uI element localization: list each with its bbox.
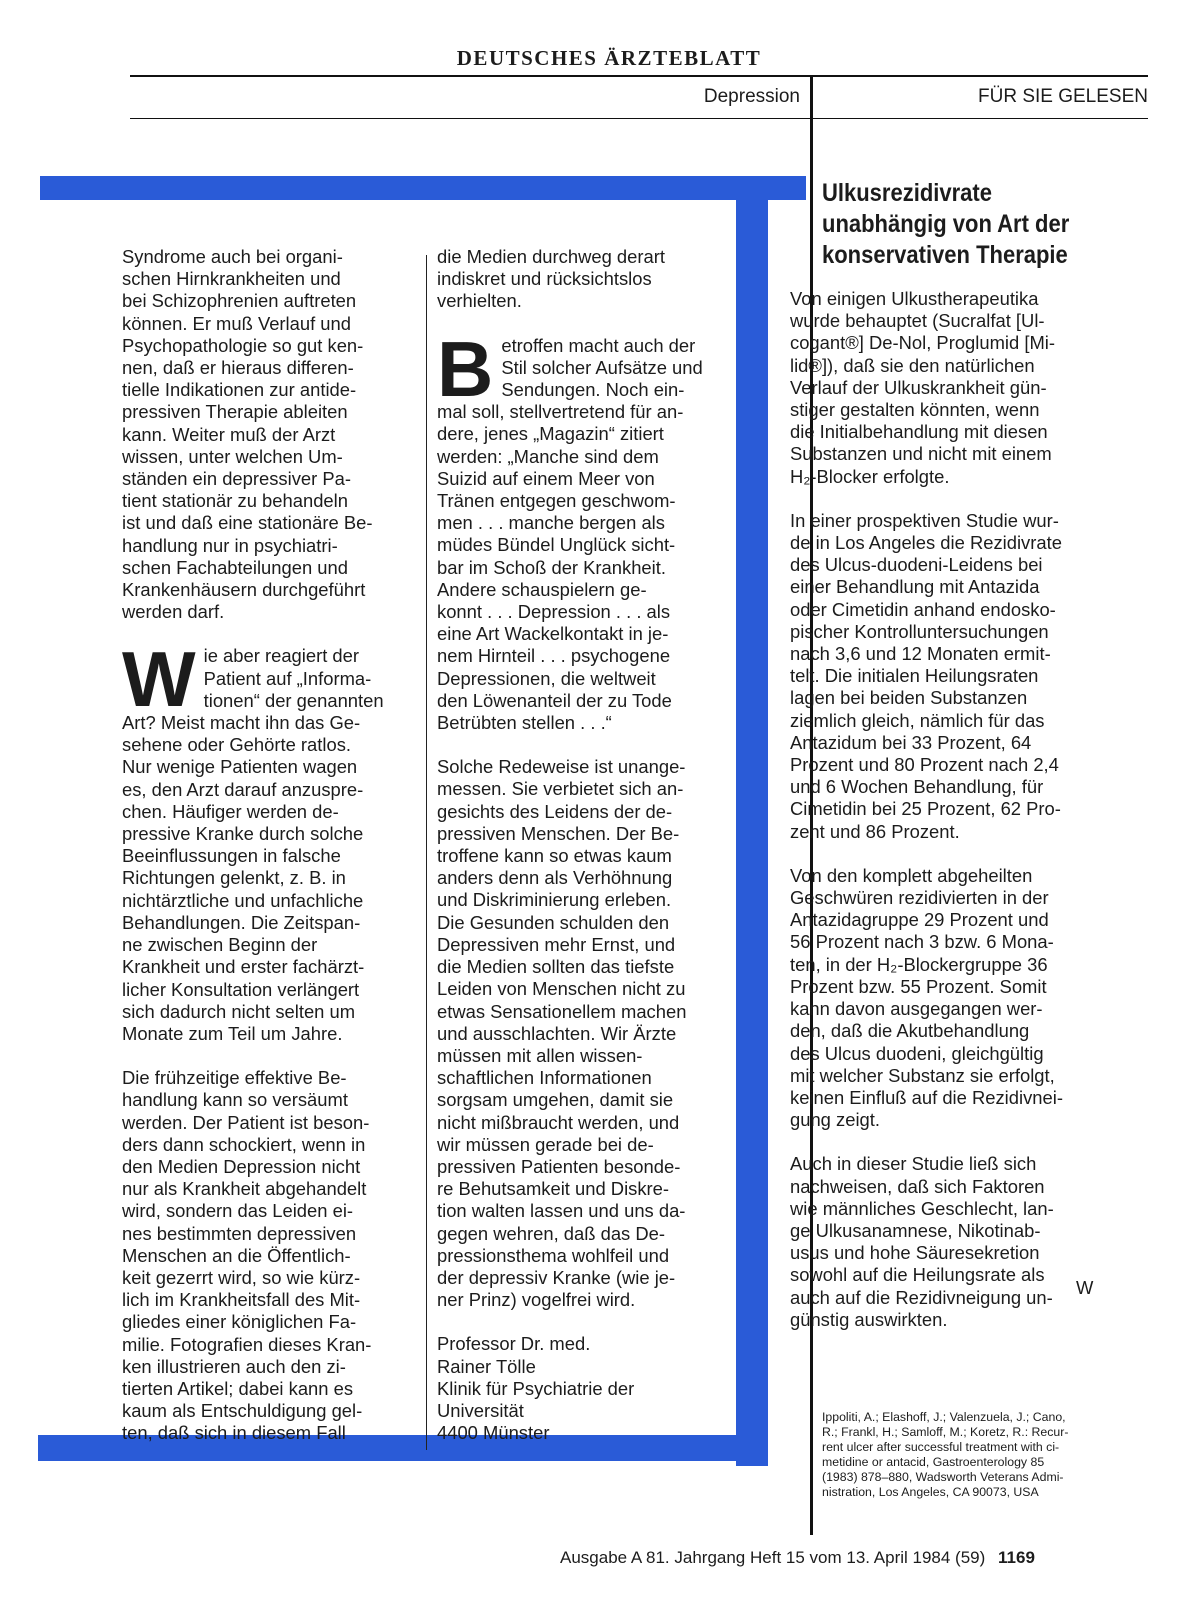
paragraph: Auch in dieser Studie ließ sich nachweisen, daß sich Faktoren wie männliches Geschlecht, lan- ge Ulkusanamnese, Nikotinab- usus und hohe Säuresekretion sowohl auf die Heilungsrate als auch auf die Rezidivneigung un- günstig auswirkten. bbox=[790, 1153, 1054, 1330]
header-rule bbox=[130, 75, 1148, 77]
paragraph: Solche Redeweise ist unange- messen. Sie verbietet sich an- gesichts des Leidens der de- pressiven Menschen. Der Be- troffene kann so etwas kaum anders denn als Verhöhnung und Diskriminierung erleben. Die Gesunden schulden den Depressiven mehr Ernst, und die Medien sollten das tiefste Leiden von Menschen nicht zu etwas Sensationellem machen und ausschlachten. Wir Ärzte müssen mit allen wissen- schaftlichen Informationen sorgsam umgehen, damit sie nicht mißbraucht werden, und wir müssen gerade bei de- pressiven Patienten besonde- re Behutsamkeit und Diskre- tion walten lassen und uns da- gegen wehren, daß das De- pressionsthema wohlfeil und der depressiv Kranke (wie je- ner Prinz) vogelfrei wird. bbox=[437, 756, 687, 1311]
paragraph: Von einigen Ulkustherapeutika wurde behauptet (Sucralfat [Ul- cogant®] De-Nol, Proglumid [Mi- lid®]), daß sie den natürlichen Verlauf der Ulkuskrankheit gün- stiger gestalten könnten, wenn die Initialbehandlung mit diesen Substanzen und nicht mit einem H₂-Blocker erfolgte. bbox=[790, 288, 1055, 487]
paragraph-with-dropcap: Betroffen macht auch der Stil solcher Aufsätze und Sendungen. Noch ein- mal soll, stellvertretend für an- dere, jenes „Magazin“ zitiert werden: „Manche sind dem Suizid auf einem Meer von Tränen entgegen geschwom- men . . . manche bergen als müdes Bündel Unglück sicht- bar im Schoß der Krankheit. Andere schauspielern ge- konnt . . . Depression . . . als eine Art Wackelkontakt in je- nem Hirnteil . . . psychogene Depressionen, die weltweit den Löwenanteil der zu Tode Betrübten stellen . . .“ bbox=[437, 324, 703, 734]
column-divider bbox=[426, 255, 427, 1450]
paragraph: die Medien durchweg derart indiskret und rücksichtslos verhielten. bbox=[437, 246, 665, 312]
blue-frame-top bbox=[40, 176, 806, 200]
paragraph-with-dropcap: Wie aber reagiert der Patient auf „Informa- tionen“ der genannten Art? Meist macht ihn das Ge- sehene oder Gehörte ratlos. Nur wenige Patienten wagen es, den Arzt darauf anzuspre- chen. Häufiger werden de- pressive Kranke durch solche Beeinflussungen in falsche Richtungen gelenkt, z. B. in nichtärztliche und unfachliche Behandlungen. Die Zeitspan- ne zwischen Beginn der Krankheit und erster fachärzt- licher Konsultation verlängert sich dadurch nicht selten um Monate zum Teil um Jahre. bbox=[122, 635, 384, 1044]
paragraph: Die frühzeitige effektive Be- handlung kann so versäumt werden. Der Patient ist beson- ders dann schockiert, wenn in den Medien Depression nicht nur als Krankheit abgehandelt wird, sondern das Leiden ei- nes bestimmten depressiven Menschen an die Öffentlich- keit gezerrt wird, so wie kürz- lich im Krankheitsfall des Mit- gliedes einer königlichen Fa- milie. Fotografien dieses Kran- ken illustrieren auch den zi- tierten Artikel; dabei kann es kaum als Entschuldigung gel- ten, daß sich in diesem Fall bbox=[122, 1067, 372, 1444]
dropcap-letter: W bbox=[122, 635, 196, 724]
section-label-left: Depression bbox=[703, 86, 800, 107]
paragraph: Von den komplett abgeheilten Geschwüren rezidivierten in der Antazidagruppe 29 Prozent und 56 Prozent nach 3 bzw. 6 Mona- ten, in der H₂-Blockergruppe 36 Prozent bzw. 55 Prozent. Somit kann davon ausgegangen wer- den, daß die Akutbehandlung des Ulcus duodeni, gleichgültig mit welcher Substanz sie erfolgt, keinen Einfluß auf die Rezidivnei- gung zeigt. bbox=[790, 864, 1063, 1131]
masthead bbox=[0, 46, 1178, 71]
paragraph: In einer prospektiven Studie wur- de in Los Angeles die Rezidivrate des Ulcus-duodeni-Leidens bei einer Behandlung mit Antazida oder Cimetidin anhand endosko- pischer Kontrolluntersuchungen nach 3,6 und 12 Monaten ermit- telt. Die initialen Heilungsraten lagen bei beiden Substanzen ziemlich gleich, nämlich für das Antazidum bei 33 Prozent, 64 Prozent und 80 Prozent nach 2,4 und 6 Wochen Behandlung, für Cimetidin bei 25 Prozent, 62 Pro- zent und 86 Prozent. bbox=[790, 509, 1062, 842]
blue-frame-right bbox=[736, 176, 768, 1466]
issue-info: Ausgabe A 81. Jahrgang Heft 15 vom 13. April 1984 (59) bbox=[560, 1548, 986, 1567]
dropcap-letter: B bbox=[437, 324, 494, 413]
author-signature: Professor Dr. med. Rainer Tölle Klinik für Psychiatrie der Universität 4400 Münster bbox=[437, 1333, 635, 1444]
article-left-column-1 bbox=[122, 246, 412, 1467]
journal-title: DEUTSCHES ÄRZTEBLATT bbox=[456, 46, 762, 70]
author-initial: W bbox=[1076, 1277, 1094, 1298]
paragraph: Syndrome auch bei organi- schen Hirnkrankheiten und bei Schizophrenien auftreten können. Er muß Verlauf und Psychopathologie so gut ken- nen, daß er hieraus differen- tielle Indikationen zur antide- pressiven Therapie ableiten kann. Weiter muß der Arzt wissen, unter welchen Um- ständen ein depressiver Pa- tient stationär zu behandeln ist und daß eine stationäre Be- handlung nur in psychiatri- schen Fachabteilungen und Krankenhäusern durchgeführt werden darf. bbox=[122, 246, 373, 623]
article-right-body bbox=[790, 288, 1120, 1331]
section-label-right: FÜR SIE GELESEN bbox=[978, 86, 1148, 107]
article-headline: Ulkusrezidivrate unabhängig von Art der konservativen Therapie bbox=[822, 179, 1070, 269]
reference-citation: Ippoliti, A.; Elashoff, J.; Valenzuela, J.; Cano, R.; Frankl, H.; Samloff, M.; Koretz, R.: Recur- rent ulcer after successful treatment with ci- metidine or antacid, Gastroenterology 85 (1983) 878–880, Wadsworth Veterans Admi- nistration, Los Angeles, CA 90073, USA bbox=[822, 1410, 1069, 1499]
subheader-rule bbox=[130, 118, 1148, 119]
article-left-column-2 bbox=[437, 246, 727, 1444]
page-footer bbox=[560, 1548, 1035, 1568]
page-number: 1169 bbox=[998, 1548, 1035, 1567]
